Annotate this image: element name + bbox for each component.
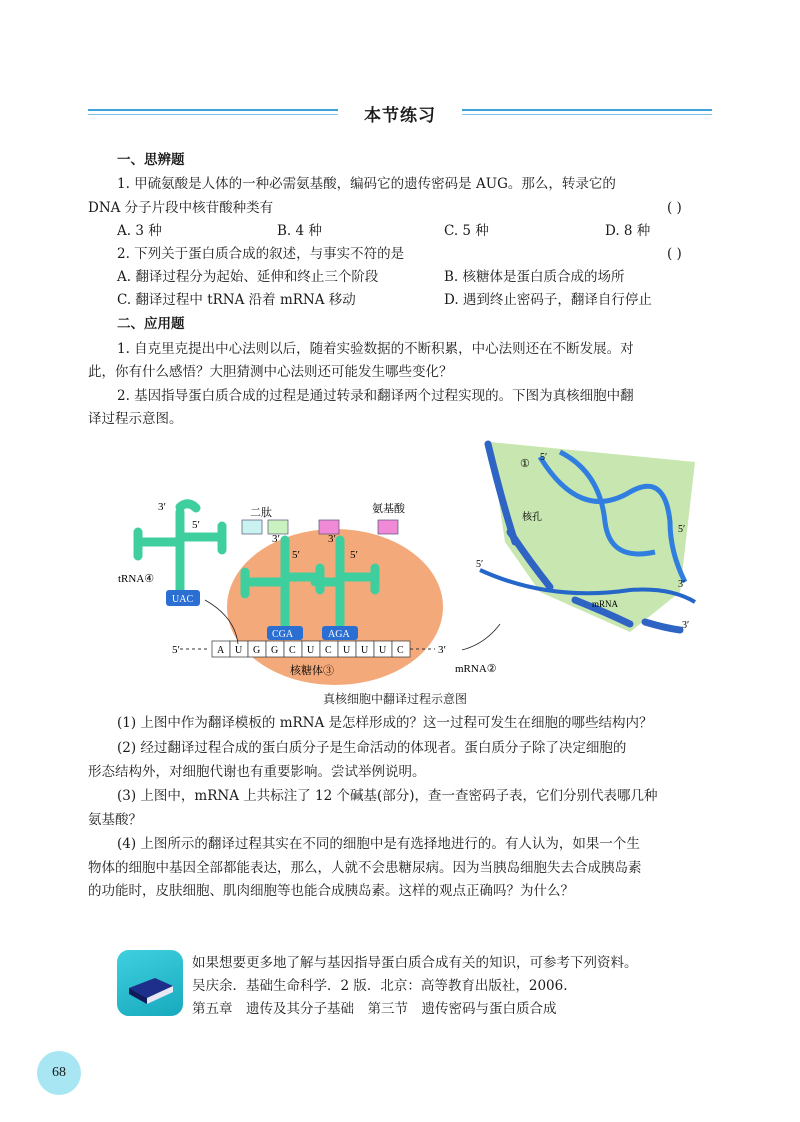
nucleus-label: 核孔 (522, 512, 542, 523)
codon-letter: A (217, 645, 225, 656)
codon-letter: G (253, 645, 261, 656)
q1-option-c: C. 5 种 (444, 223, 489, 239)
reference-intro: 如果想要更多地了解与基因指导蛋白质合成有关的知识，可参考下列资料。 (192, 955, 638, 971)
trna-free-anticodon: UAC (172, 594, 194, 605)
translation-diagram (110, 432, 720, 692)
q1-option-d: D. 8 种 (605, 223, 651, 239)
question-3-line1: (3) 上图中，mRNA 上共标注了 12 个碱基(部分)，查一查密码子表，它们分别代表哪几种 (117, 788, 658, 804)
amino-acid-box-2 (268, 520, 288, 534)
q1-option-a: A. 3 种 (117, 223, 162, 239)
header-rule-left-thin (88, 114, 338, 115)
q2-option-a: A. 翻译过程分为起始、延伸和终止三个阶段 (117, 269, 379, 285)
figure-caption: 真核细胞中翻译过程示意图 (323, 692, 468, 706)
mrna-5prime: 5′ (172, 644, 180, 656)
ribosome-trna-3prime-2: 3′ (328, 533, 336, 545)
cell-5prime-2: 5′ (678, 524, 686, 535)
question-2-line1: (2) 经过翻译过程合成的蛋白质分子是生命活动的体现者。蛋白质分子除了决定细胞的 (117, 740, 627, 756)
q1-line2: DNA 分子片段中核苷酸种类有 (88, 200, 274, 216)
codon-letter: U (343, 645, 351, 656)
mrna-3prime: 3′ (438, 644, 446, 656)
codon-letter: U (379, 645, 387, 656)
mrna-2-label: mRNA② (455, 663, 497, 675)
codon-letter: U (235, 645, 243, 656)
cell-3prime-1: 3′ (678, 579, 686, 590)
reference-book: 吴庆余．基础生命科学．2 版．北京：高等教育出版社，2006. (192, 978, 568, 994)
amino-acid-box-4 (378, 520, 398, 534)
question-1-line1: (1) 上图中作为翻译模板的 mRNA 是怎样形成的？这一过程可发生在细胞的哪些结构内？ (117, 715, 653, 731)
question-4-line3: 的功能时，皮肤细胞、肌肉细胞等也能合成胰岛素。这样的观点正确吗？为什么？ (88, 883, 574, 899)
page-number: 68 (37, 1051, 81, 1095)
s2-q1-line2: 此，你有什么感悟？大胆猜测中心法则还可能发生哪些变化？ (88, 364, 453, 380)
ribosome-trna-3prime: 3′ (272, 533, 280, 545)
codon-letter: G (271, 645, 279, 656)
section2-heading: 二、应用题 (117, 316, 185, 332)
codon-letter: C (397, 645, 404, 656)
codon-letter: U (361, 645, 369, 656)
mrna-codon-row (212, 641, 410, 657)
ribosome-shape (227, 529, 443, 685)
ribosome-label: 核糖体③ (290, 665, 334, 677)
question-4-line2: 物体的细胞中基因全部都能表达，那么，人就不会患糖尿病。因为当胰岛细胞失去合成胰岛素 (88, 860, 642, 876)
q2-blank: ( ) (667, 246, 682, 262)
cell-5prime-1: 5′ (540, 452, 548, 463)
codon-letter: C (325, 645, 332, 656)
ribosome-trna-5prime-2: 5′ (350, 549, 358, 561)
s2-q2-line2: 译过程示意图。 (88, 411, 183, 427)
header-rule-right (462, 109, 712, 111)
q1-line1: 1. 甲硫氨酸是人体的一种必需氨基酸，编码它的遗传密码是 AUG。那么，转录它的 (117, 176, 616, 192)
mrna-inner-label: mRNA (592, 599, 619, 609)
cell-5prime-3: 5′ (476, 559, 484, 570)
trna-label: tRNA④ (118, 573, 155, 585)
codon-letter: C (289, 645, 296, 656)
s2-q1-line1: 1. 自克里克提出中心法则以后，随着实验数据的不断积累，中心法则还在不断发展。对 (117, 341, 634, 357)
q1-blank: ( ) (667, 200, 682, 216)
ribosome-trna-5prime: 5′ (292, 549, 300, 561)
section1-heading: 一、思辨题 (117, 152, 185, 168)
trna-right-anticodon: AGA (328, 629, 350, 640)
q2-option-c: C. 翻译过程中 tRNA 沿着 mRNA 移动 (117, 292, 356, 308)
amino-acid-box-1 (242, 520, 262, 534)
arrow-mrna-to-nucleus (462, 624, 500, 650)
section-title: 本节练习 (364, 106, 436, 126)
question-4-line1: (4) 上图所示的翻译过程其实在不同的细胞中是有选择地进行的。有人认为，如果一个生 (117, 836, 640, 852)
amino-acid-label: 氨基酸 (372, 503, 405, 515)
trna-left-anticodon: CGA (272, 629, 294, 640)
codon-letter: U (307, 645, 315, 656)
reference-chapter: 第五章 遗传及其分子基础 第三节 遗传密码与蛋白质合成 (192, 1001, 557, 1017)
circle-label-1: ① (520, 458, 530, 470)
q2-option-d: D. 遇到终止密码子，翻译自行停止 (444, 292, 652, 308)
q1-option-b: B. 4 种 (277, 223, 322, 239)
question-3-line2: 氨基酸？ (88, 812, 142, 828)
s2-q2-line1: 2. 基因指导蛋白质合成的过程是通过转录和翻译两个过程实现的。下图为真核细胞中翻 (117, 388, 634, 404)
dipeptide-label: 二肽 (250, 507, 272, 519)
trna-3prime: 3′ (158, 501, 166, 513)
nuclear-envelope-4 (645, 622, 680, 630)
q2-option-b: B. 核糖体是蛋白质合成的场所 (444, 269, 625, 285)
amino-acid-box-3 (319, 520, 339, 534)
q2-line1: 2. 下列关于蛋白质合成的叙述，与事实不符的是 (117, 246, 405, 262)
trna-5prime: 5′ (192, 519, 200, 531)
book-icon (117, 950, 183, 1016)
question-2-line2: 形态结构外，对细胞代谢也有重要影响。尝试举例说明。 (88, 764, 426, 780)
header-rule-right-thin (462, 114, 712, 115)
cell-3prime-2: 3′ (682, 620, 690, 631)
header-rule-left (88, 109, 338, 111)
